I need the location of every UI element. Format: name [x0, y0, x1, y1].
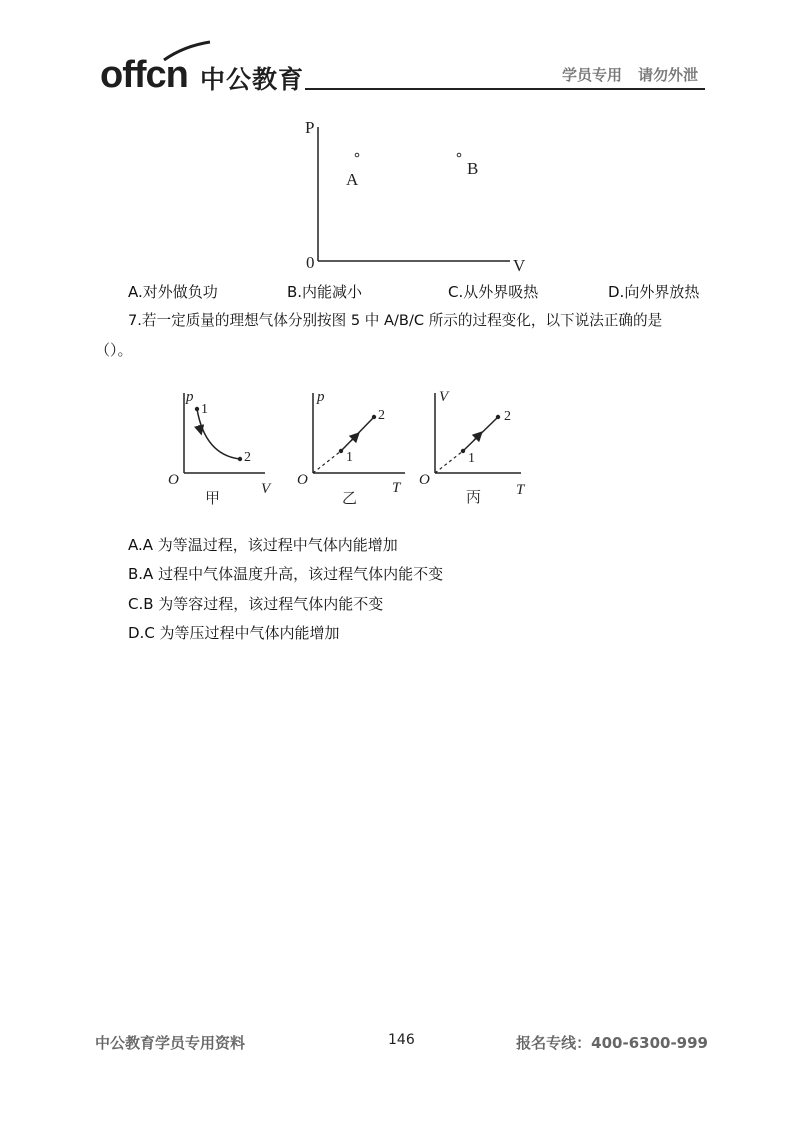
q7-option-b: B.A 过程中气体温度升高，该过程气体内能不变 — [128, 565, 444, 583]
jia-point-1 — [195, 407, 199, 411]
bing-pt2-label: 2 — [504, 409, 511, 424]
graph-bing — [419, 389, 526, 506]
header-note — [562, 64, 698, 85]
bing-arrow — [474, 433, 481, 440]
bing-x-label: T — [516, 482, 525, 498]
bing-dashed-extension — [435, 451, 463, 473]
yi-arrow — [351, 434, 358, 441]
offcn-logo — [100, 40, 310, 96]
point-b-label: B — [467, 159, 479, 178]
yi-pt1-label: 1 — [346, 450, 353, 465]
point-a-label: A — [346, 170, 359, 189]
page-number: 146 — [388, 1032, 415, 1048]
q7-stem-line1: 7.若一定质量的理想气体分别按图 5 中 A/B/C 所示的过程变化，以下说法正确的是 — [128, 312, 663, 329]
bing-caption: 丙 — [466, 488, 482, 506]
yi-caption: 乙 — [342, 489, 358, 507]
jia-point-2 — [238, 457, 242, 461]
jia-caption: 甲 — [205, 489, 221, 507]
logo-cn-text: 中公教育 — [200, 65, 305, 94]
q7-option-d: D.C 为等压过程中气体内能增加 — [128, 624, 340, 642]
pv-y-label: P — [305, 118, 315, 137]
point-a-marker — [355, 153, 359, 157]
header-rule — [305, 88, 705, 90]
yi-x-label: T — [392, 480, 401, 496]
jia-x-label: V — [261, 481, 271, 497]
bing-point-1 — [461, 449, 465, 453]
bing-point-2 — [496, 415, 500, 419]
graph-jia — [168, 389, 272, 507]
logo-swoosh-icon — [162, 40, 212, 62]
q7-option-a: A.A 为等温过程，该过程中气体内能增加 — [128, 536, 398, 554]
yi-pt2-label: 2 — [378, 408, 385, 423]
bing-y-label: V — [439, 389, 449, 405]
yi-dashed-extension — [313, 451, 341, 473]
pv-x-label: V — [513, 256, 526, 275]
process-graphs-figure — [165, 385, 535, 510]
pv-origin-label: 0 — [306, 253, 315, 272]
bing-origin-label: O — [419, 472, 430, 488]
q7-option-c: C.B 为等容过程，该过程气体内能不变 — [128, 595, 384, 613]
q7-stem-line2: （）。 — [95, 341, 133, 359]
footer-left-text: 中公教育学员专用资料 — [95, 1034, 246, 1052]
jia-y-label: p — [186, 389, 194, 405]
q6-option-c: C.从外界吸热 — [448, 283, 539, 301]
q6-option-b: B.内能减小 — [287, 283, 363, 301]
yi-origin-label: O — [297, 472, 308, 488]
jia-pt2-label: 2 — [244, 450, 251, 465]
q6-option-d: D.向外界放热 — [608, 283, 700, 301]
yi-y-label: p — [317, 389, 325, 405]
footer-hotline: 报名专线：400-6300-999 — [516, 1034, 708, 1052]
header-note-1: 学员专用 — [561, 66, 622, 84]
point-b-marker — [457, 153, 461, 157]
header-note-2: 请勿外泄 — [637, 66, 698, 84]
graph-yi — [297, 389, 405, 507]
yi-point-2 — [372, 415, 376, 419]
q6-option-a: A.对外做负功 — [128, 283, 218, 301]
logo-latin-text: offcn — [100, 54, 188, 96]
pv-diagram-figure — [295, 115, 535, 280]
yi-point-1 — [339, 449, 343, 453]
jia-pt1-label: 1 — [201, 402, 208, 417]
jia-origin-label: O — [168, 472, 179, 488]
bing-pt1-label: 1 — [468, 451, 475, 466]
